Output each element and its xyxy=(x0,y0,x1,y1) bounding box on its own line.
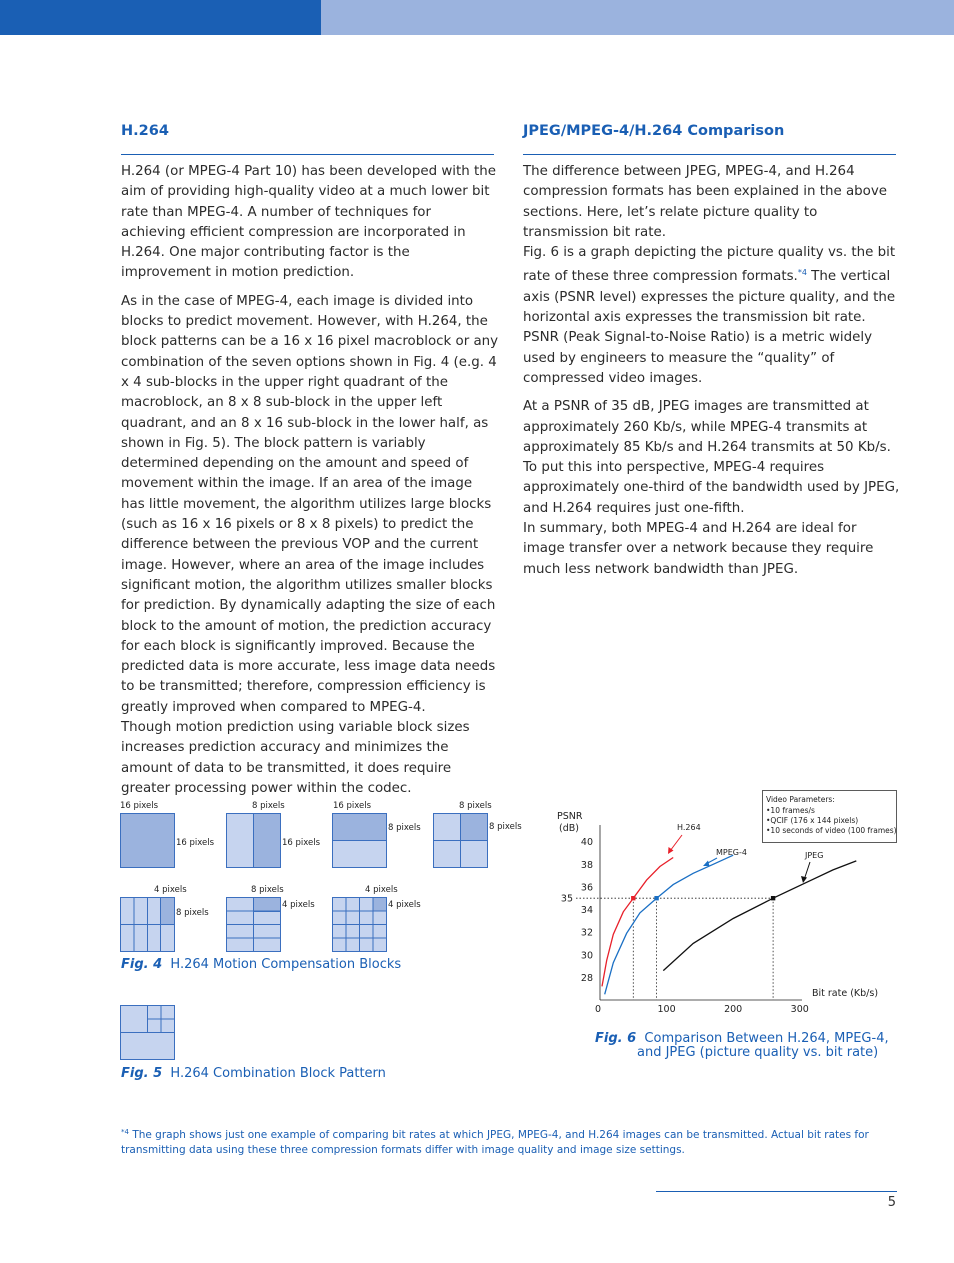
paragraph-text: Fig. 6 is a graph depicting the picture quality vs. the bit rate of these three compression formats. xyxy=(523,245,896,285)
y-tick-label: 40 xyxy=(580,837,593,849)
annotation-arrow-h264 xyxy=(670,835,682,851)
paragraph: As in the case of MPEG-4, each image is divided into blocks to predict movement. However, with H.264, the block patterns can be a 16 x 16 pixel macroblock or any combination of the seven options shown in Fig. 4 (e.g. 4 x 4 sub-blocks in the upper right quadrant of the macroblock, an 8 x 8 sub-block in the upper left quadrant, and an 8 x 16 sub-block in the lower half, as shown in Fig. 5). The block pattern is variably determined depending on the amount and speed of movement within the image. If an area of the image has little movement, the algorithm utilizes large blocks (such as 16 x 16 pixels or 8 x 8 pixels) to predict the difference between the previous VOP and the current image. However, where an area of the image includes significant motion, the algorithm utilizes smaller blocks for prediction. By dynamically adapting the size of each block to the amount of motion, the prediction accuracy for each block is significantly improved. Because the predicted data is more accurate, less image data needs to be transmitted; therefore, compression efficiency is greatly improved when compared to MPEG-4. xyxy=(121,293,499,715)
figure-caption-text: Comparison Between H.264, MPEG-4, xyxy=(644,1031,889,1046)
y-reference-label: 35 xyxy=(560,893,573,905)
y-tick-label: 34 xyxy=(580,905,593,916)
fig5-combination-block xyxy=(110,1000,190,1065)
y-tick-label: 36 xyxy=(580,882,593,894)
sub-block-8x4-highlight xyxy=(254,898,281,912)
y-tick-label: 28 xyxy=(580,972,593,984)
footnote-ref: *4 xyxy=(797,268,807,278)
fig6-caption xyxy=(595,1032,889,1060)
block-label: 4 pixels xyxy=(365,885,398,895)
paragraph: In summary, both MPEG-4 and H.264 are ideal for image transfer over a network because they require much less network bandwidth than JPEG. xyxy=(523,521,874,577)
figure-caption-text: H.264 Combination Block Pattern xyxy=(170,1066,386,1081)
x-tick-label: 100 xyxy=(657,1004,676,1015)
section-heading-h264: H.264 xyxy=(121,123,169,139)
block-label: 4 pixels xyxy=(388,900,421,910)
legend-item: •QCIF (176 x 144 pixels) xyxy=(766,816,859,825)
x-tick-label: 0 xyxy=(594,1004,602,1015)
block-label: 16 pixels xyxy=(120,801,159,811)
block-8x8-highlight xyxy=(461,814,488,841)
y-tick-label: 32 xyxy=(580,927,593,939)
right-column xyxy=(523,162,901,580)
figure-label: Fig. 5 xyxy=(121,1066,163,1081)
x-tick-label: 200 xyxy=(724,1004,743,1015)
block-label: 4 pixels xyxy=(282,900,315,910)
section-rule xyxy=(121,154,494,155)
macroblock-16x16 xyxy=(121,814,175,868)
paragraph: Though motion prediction using variable block sizes increases prediction accuracy and minimizes the amount of data to be transmitted, it does require greater processing power within the codec. xyxy=(121,720,470,796)
annotation-arrowhead-mpeg4 xyxy=(703,861,710,867)
legend-title: Video Parameters: xyxy=(766,795,835,804)
block-label: 16 pixels xyxy=(333,801,372,811)
y-axis-label: PSNR xyxy=(557,811,583,822)
fig4-caption xyxy=(121,958,401,972)
legend-item: •10 seconds of video (100 frames) xyxy=(766,826,897,835)
block-label: 16 pixels xyxy=(282,838,321,848)
page-number: 5 xyxy=(887,1195,896,1210)
series-annotation-jpeg: JPEG xyxy=(805,851,824,860)
figure-caption-text: and JPEG (picture quality vs. bit rate) xyxy=(637,1045,879,1060)
fig5-caption xyxy=(121,1067,386,1081)
x-axis-label: Bit rate (Kb/s) xyxy=(812,988,879,999)
figure-label: Fig. 4 xyxy=(121,957,163,972)
paragraph: The difference between JPEG, MPEG-4, and H.264 compression formats has been explained in the above sections. Here, let’s relate picture quality to transmission bit rate. xyxy=(523,164,888,240)
sub-block-4x8-highlight xyxy=(161,898,175,925)
legend-item: •10 frames/s xyxy=(766,806,815,815)
sub-block-4x4-highlight xyxy=(373,898,387,912)
series-line-mpeg4 xyxy=(605,855,734,994)
block-label: 8 pixels xyxy=(252,801,285,811)
block-8x16-highlight xyxy=(254,814,281,868)
header-bar xyxy=(321,0,954,35)
block-label: 16 pixels xyxy=(176,838,215,848)
block-label: 8 pixels xyxy=(489,822,522,832)
block-label: 8 pixels xyxy=(459,801,492,811)
block-16x8 xyxy=(333,841,387,868)
footnote-text: The graph shows just one example of comparing bit rates at which JPEG, MPEG-4, and H.264 images can be transmitted. Actual bit rates for transmitting data using these three compression formats differ with image quality and image size settings. xyxy=(121,1129,869,1156)
x-tick-label: 300 xyxy=(790,1004,809,1015)
y-tick-label: 30 xyxy=(580,950,593,962)
paragraph: At a PSNR of 35 dB, JPEG images are transmitted at approximately 260 Kb/s, while MPEG-4 transmits at approximately 85 Kb/s and H.264 transmits at 50 Kb/s. To put this into perspective, MPEG-4 requires approximately one-third of the bandwidth used by JPEG, and H.264 requires just one-fifth. xyxy=(523,399,900,516)
footnote xyxy=(121,1125,881,1158)
paragraph-text: The vertical axis (PSNR level) expresses the picture quality, and the horizontal axis expresses the transmission bit rate. PSNR (Peak Signal-to-Noise Ratio) is a metric widely used by engineers to measure the “quality” of compressed video images. xyxy=(523,269,896,386)
figure-caption-text: H.264 Motion Compensation Blocks xyxy=(170,957,402,972)
y-tick-label: 38 xyxy=(580,859,593,871)
block-label: 4 pixels xyxy=(154,885,187,895)
paragraph xyxy=(523,243,901,389)
data-marker-mpeg4 xyxy=(654,896,658,900)
data-marker-h264 xyxy=(631,896,635,900)
block-label: 8 pixels xyxy=(388,823,421,833)
series-line-jpeg xyxy=(663,861,856,971)
section-rule xyxy=(523,154,896,155)
paragraph: H.264 (or MPEG-4 Part 10) has been developed with the aim of providing high-quality video at a much lower bit rate than MPEG-4. A number of techniques for achieving efficient compression are incorporated in H.264. One major contributing factor is the improvement in motion prediction. xyxy=(121,164,496,281)
footer-rule xyxy=(656,1191,897,1192)
data-marker-jpeg xyxy=(771,896,775,900)
footnote-mark: *4 xyxy=(121,1128,129,1136)
left-column xyxy=(121,162,499,799)
figure-label: Fig. 6 xyxy=(595,1031,637,1046)
series-annotation-h264: H.264 xyxy=(677,823,701,832)
block-label: 8 pixels xyxy=(251,885,284,895)
series-annotation-mpeg4: MPEG-4 xyxy=(716,848,747,857)
block-16x8-highlight xyxy=(333,814,387,841)
fig6-psnr-chart xyxy=(540,785,910,1025)
y-axis-label: (dB) xyxy=(559,823,579,834)
block-label: 8 pixels xyxy=(176,908,209,918)
header-bar-accent xyxy=(0,0,321,35)
section-heading-comparison: JPEG/MPEG-4/H.264 Comparison xyxy=(523,123,785,139)
block-8x16 xyxy=(227,814,254,868)
